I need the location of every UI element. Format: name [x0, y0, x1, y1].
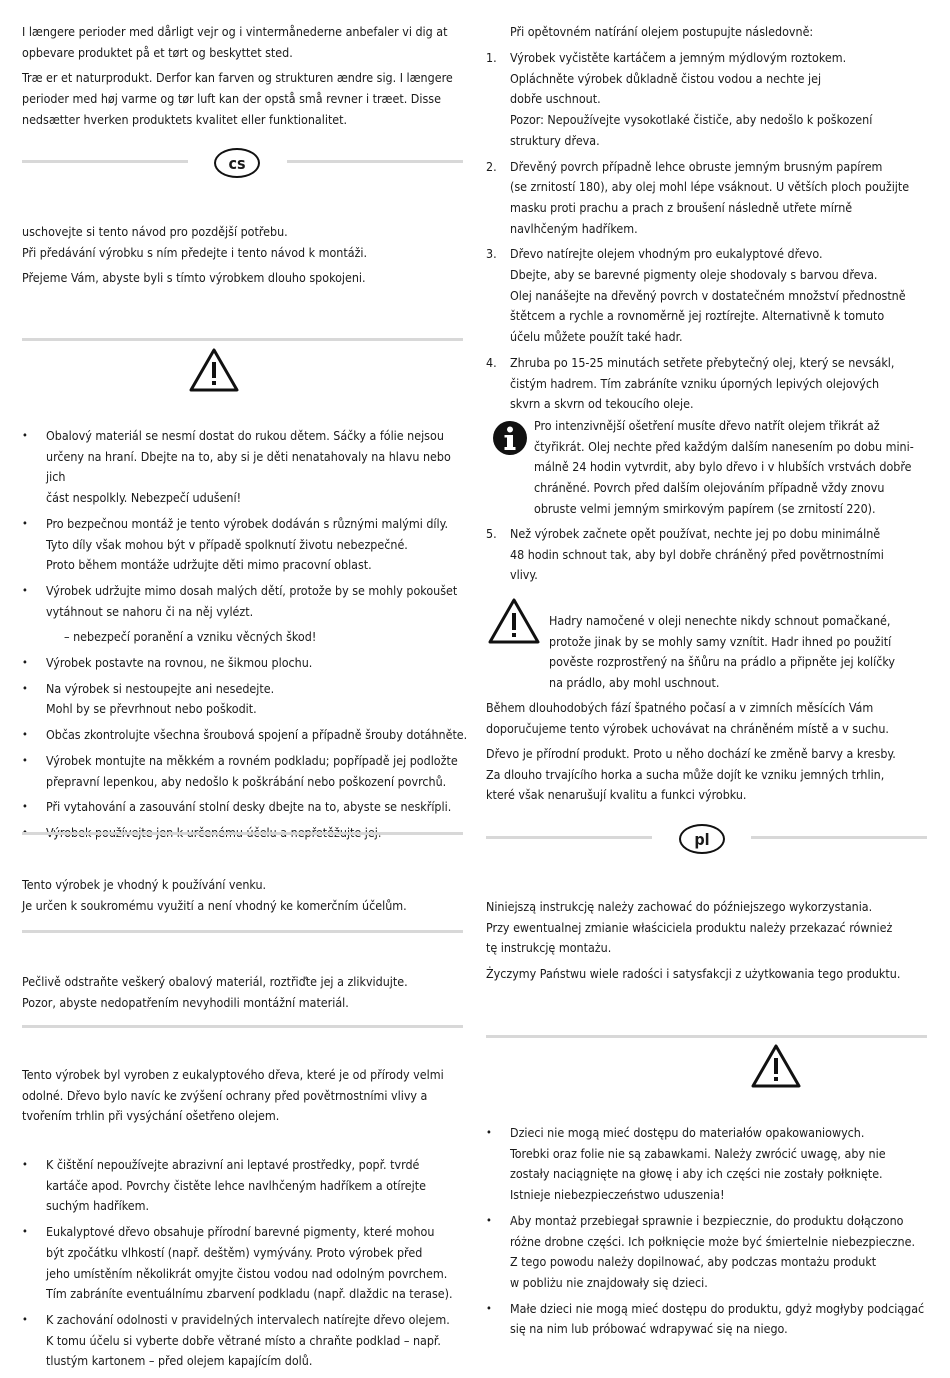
step-text: Dřevo natírejte olejem vhodným pro eukalyptové dřevo. Dbejte, aby se barevné pigmenty oleje shodovaly s barvou dřeva. Olej nanášejte na dřevěný povrch v dostatečném množství přednostně štětcem a rychle a rovnoměrně jej roztírejte. Alternativně k tomuto účelu můžete použít také hadr.	[510, 246, 906, 345]
list-item	[486, 524, 932, 586]
list-item: • Eukalyptové dřevo obsahuje přírodní barevné pigmenty, které mohou být zpočátku vlhkostí (např. deštěm) vymývány. Proto výrobek před jeho umístěním několikrát omyjte čistou vodou nad odolným povrchem. Tím zabráníte eventuálnímu zbarvení podkladu (např. dlaždic na terase).	[22, 1222, 472, 1305]
cs-usage-text: Tento výrobek je vhodný k používání venku. Je určen k soukromému využití a není vhodný ke komerčním účelům.	[22, 877, 407, 913]
storage-text: Během dlouhodobých fází špatného počasí a v zimních měsících Vám doporučujeme tento výrobek uchovávat na chráněném místě a v suchu.	[486, 700, 889, 736]
list-item: • Občas zkontrolujte všechna šroubová spojení a případně šrouby dotáhněte.	[22, 725, 472, 746]
divider-line	[22, 338, 463, 341]
step-text: Výrobek vyčistěte kartáčem a jemným mýdlovým roztokem. Opláchněte výrobek důkladně čistou vodou a nechte jej dobře uschnout. Pozor: Nepoužívejte vysokotlaké čističe, aby nedošlo k poškození struktury dřeva.	[510, 50, 873, 148]
warning-triangle-icon	[750, 1043, 802, 1089]
list-item: • Dzieci nie mogą mieć dostępu do materiałów opakowaniowych. Torebki oraz folie nie są zabawkami. Należy zwrócić uwagę, aby nie zostały naciągnięte na głowę i aby ich części nie zostały połknięte. Istnieje niebezpieczeństwo uduszenia!	[486, 1123, 932, 1206]
pl-wish-text: Życzymy Państwu wiele radości i satysfakcji z użytkowania tego produktu.	[486, 966, 901, 982]
list-item: • Małe dzieci nie mogą mieć dostępu do produktu, gdyż mogłyby podciągać się na nim lub próbować wdrapywać się na niego.	[486, 1299, 932, 1340]
step-text: Dřevěný povrch případně lehce obruste jemným brusným papírem (se zrnitostí 180), aby olej mohl lépe vsáknout. U větších ploch použijte masku proti prachu a prach z broušení následně utřete mírně navlhčeným hadříkem.	[510, 158, 910, 236]
warning-triangle-icon	[188, 347, 240, 393]
oil-intro-text: Při opětovném natírání olejem postupujte následovně:	[510, 24, 814, 39]
list-item: • Výrobek montujte na měkkém a rovném podkladu; popřípadě jej podložte přepravní lepenkou, aby nedošlo k poškrábání nebo poškození povrchů.	[22, 751, 472, 792]
divider-line	[22, 832, 463, 835]
pl-safety-list	[486, 1123, 932, 1345]
step-text: Zhruba po 15-25 minutách setřete přebytečný olej, který se nevsákl, čistým hadrem. Tím zabráníte vzniku úporných lepivých olejových skvrn a skvrn od tekoucího oleje.	[510, 354, 895, 412]
list-item: • Výrobek postavte na rovnou, ne šikmou plochu.	[22, 653, 472, 674]
divider-line	[486, 1035, 927, 1038]
list-item	[486, 157, 932, 240]
list-item: • Pro bezpečnou montáž je tento výrobek dodáván s různými malými díly. Tyto díly však mohou být v případě spolknutí životu nebezpečné. Proto během montáže udržujte děti mimo pracovní oblast.	[22, 514, 472, 576]
divider-line	[22, 930, 463, 933]
cs-safety-list	[22, 426, 472, 849]
warning-triangle-icon	[487, 597, 541, 645]
rag-warning-text: Hadry namočené v oleji nenechte nikdy schnout pomačkané, protože jinak by se mohly samy vznítit. Hadr ihned po použití pověste rozprostřený na šňůru na prádlo a připněte jej kolíčky na prádlo, aby mohl uschnout.	[549, 613, 895, 691]
step-5	[486, 524, 932, 591]
list-item: • Obalový materiál se nesmí dostat do rukou dětem. Sáčky a fólie nejsou určeny na hraní. Dbejte na to, aby si je děti nenatahovaly na hlavu nebo jich část nespolkly. Nebezpečí udušení!	[22, 426, 472, 509]
list-item: • Aby montaż przebiegał sprawnie i bezpiecznie, do produktu dołączono różne drobne części. Ich połknięcie może być śmiertelnie niebezpieczne. Z tego powodu należy dopilnować, aby podczas montażu produkt w pobliżu nie znajdowały się dzieci.	[486, 1211, 932, 1294]
list-item: • K čištění nepoužívejte abrazivní ani leptavé prostředky, popř. tvrdé kartáče apod. Povrchy čistěte lehce navlhčeným hadříkem a otírejte suchým hadříkem.	[22, 1155, 472, 1217]
injury-warning-text: – nebezpečí poranění a vzniku věcných škod!	[64, 629, 317, 645]
oil-steps-list	[486, 48, 932, 420]
list-item	[486, 353, 932, 415]
list-item: • K zachování odolnosti v pravidelných intervalech natírejte dřevo olejem. K tomu účelu si vyberte dobře větrané místo a chraňte podklad – např. tlustým kartonem – před olejem kapajícím dolů.	[22, 1310, 472, 1372]
step-number: 3.	[486, 246, 497, 262]
divider-line	[22, 1025, 463, 1028]
cs-intro-text: uschovejte si tento návod pro pozdější potřebu. Při předávání výrobku s ním předejte i tento návod k montáži.	[22, 224, 368, 260]
info-note-text: Pro intenzivnější ošetření musíte dřevo natřít olejem třikrát až čtyřikrát. Olej nechte před každým dalším nanesením po dobu mini- málně 24 hodin vytvrdit, aby bylo dřevo i v hlubších vrstvách dobře chráněné. Povrch před dalším olejováním případně vždy znovu obruste velmi jemným smirkovým papírem (se zrnitostí 220).	[534, 418, 914, 516]
cs-wish-text: Přejeme Vám, abyste byli s tímto výrobkem dlouho spokojeni.	[22, 270, 366, 286]
divider-line	[287, 160, 463, 163]
list-item: • Na výrobek si nestoupejte ani nesedejte. Mohl by se převrhnout nebo poškodit.	[22, 679, 472, 720]
divider-line	[486, 836, 652, 839]
danish-weather-text: I længere perioder med dårligt vejr og i vintermånederne anbefaler vi dig at opbevare produktet på et tørt og beskyttet sted.	[22, 24, 448, 60]
divider-line	[22, 160, 188, 163]
step-number: 5.	[486, 526, 497, 541]
cs-care-list	[22, 1155, 472, 1377]
cs-packaging-text: Pečlivě odstraňte veškerý obalový materiál, roztřiďte jej a zlikvidujte. Pozor, abyste nedopatřením nevyhodili montážní materiál.	[22, 974, 408, 1010]
cs-intro	[22, 222, 472, 289]
pl-intro	[486, 897, 932, 985]
list-item	[486, 48, 932, 152]
list-item: • Při vytahování a zasouvání stolní desky dbejte na to, abyste se neskřípli.	[22, 797, 472, 818]
danish-weather-section	[22, 22, 472, 131]
pl-intro-text: Niniejszą instrukcję należy zachować do późniejszego wykorzystania. Przy ewentualnej zmianie właściciela produktu należy przekazać również tę instrukcję montażu.	[486, 899, 893, 956]
danish-wood-text: Træ er et naturprodukt. Derfor kan farven og strukturen ændre sig. I længere perioder med høj varme og tør luft kan der opstå små revner i træet. Disse nedsætter hverken produktets kvalitet eller funktionalitet.	[22, 70, 453, 127]
list-item	[486, 244, 932, 348]
step-number: 4.	[486, 354, 497, 370]
cs-wood-text: Tento výrobek byl vyroben z eukalyptového dřeva, které je od přírody velmi odolné. Dřevo bylo navíc ke zvýšení ochrany před povětrnostními vlivy a tvořením trhlin při vysýchání ošetřeno olejem.	[22, 1067, 444, 1124]
info-icon	[492, 420, 528, 456]
divider-line	[751, 836, 927, 839]
step-number: 1.	[486, 50, 497, 65]
step-number: 2.	[486, 158, 497, 174]
natural-product-text: Dřevo je přírodní produkt. Proto u něho dochází ke změně barvy a kresby. Za dlouho trvajícího horka a sucha může dojít ke vzniku jemných trhlin, které však nenarušují kvalitu a funkci výrobku.	[486, 746, 896, 803]
language-badge-cs: cs	[214, 148, 260, 178]
list-item: • Výrobek udržujte mimo dosah malých dětí, protože by se mohly pokoušet vytáhnout se nahoru či na něj vylézt.	[22, 581, 472, 622]
language-badge-pl: pl	[679, 824, 725, 854]
step-text: Než výrobek začnete opět používat, nechte jej po dobu minimálně 48 hodin schnout tak, aby byl dobře chráněný před povětrnostními vlivy.	[510, 526, 884, 583]
